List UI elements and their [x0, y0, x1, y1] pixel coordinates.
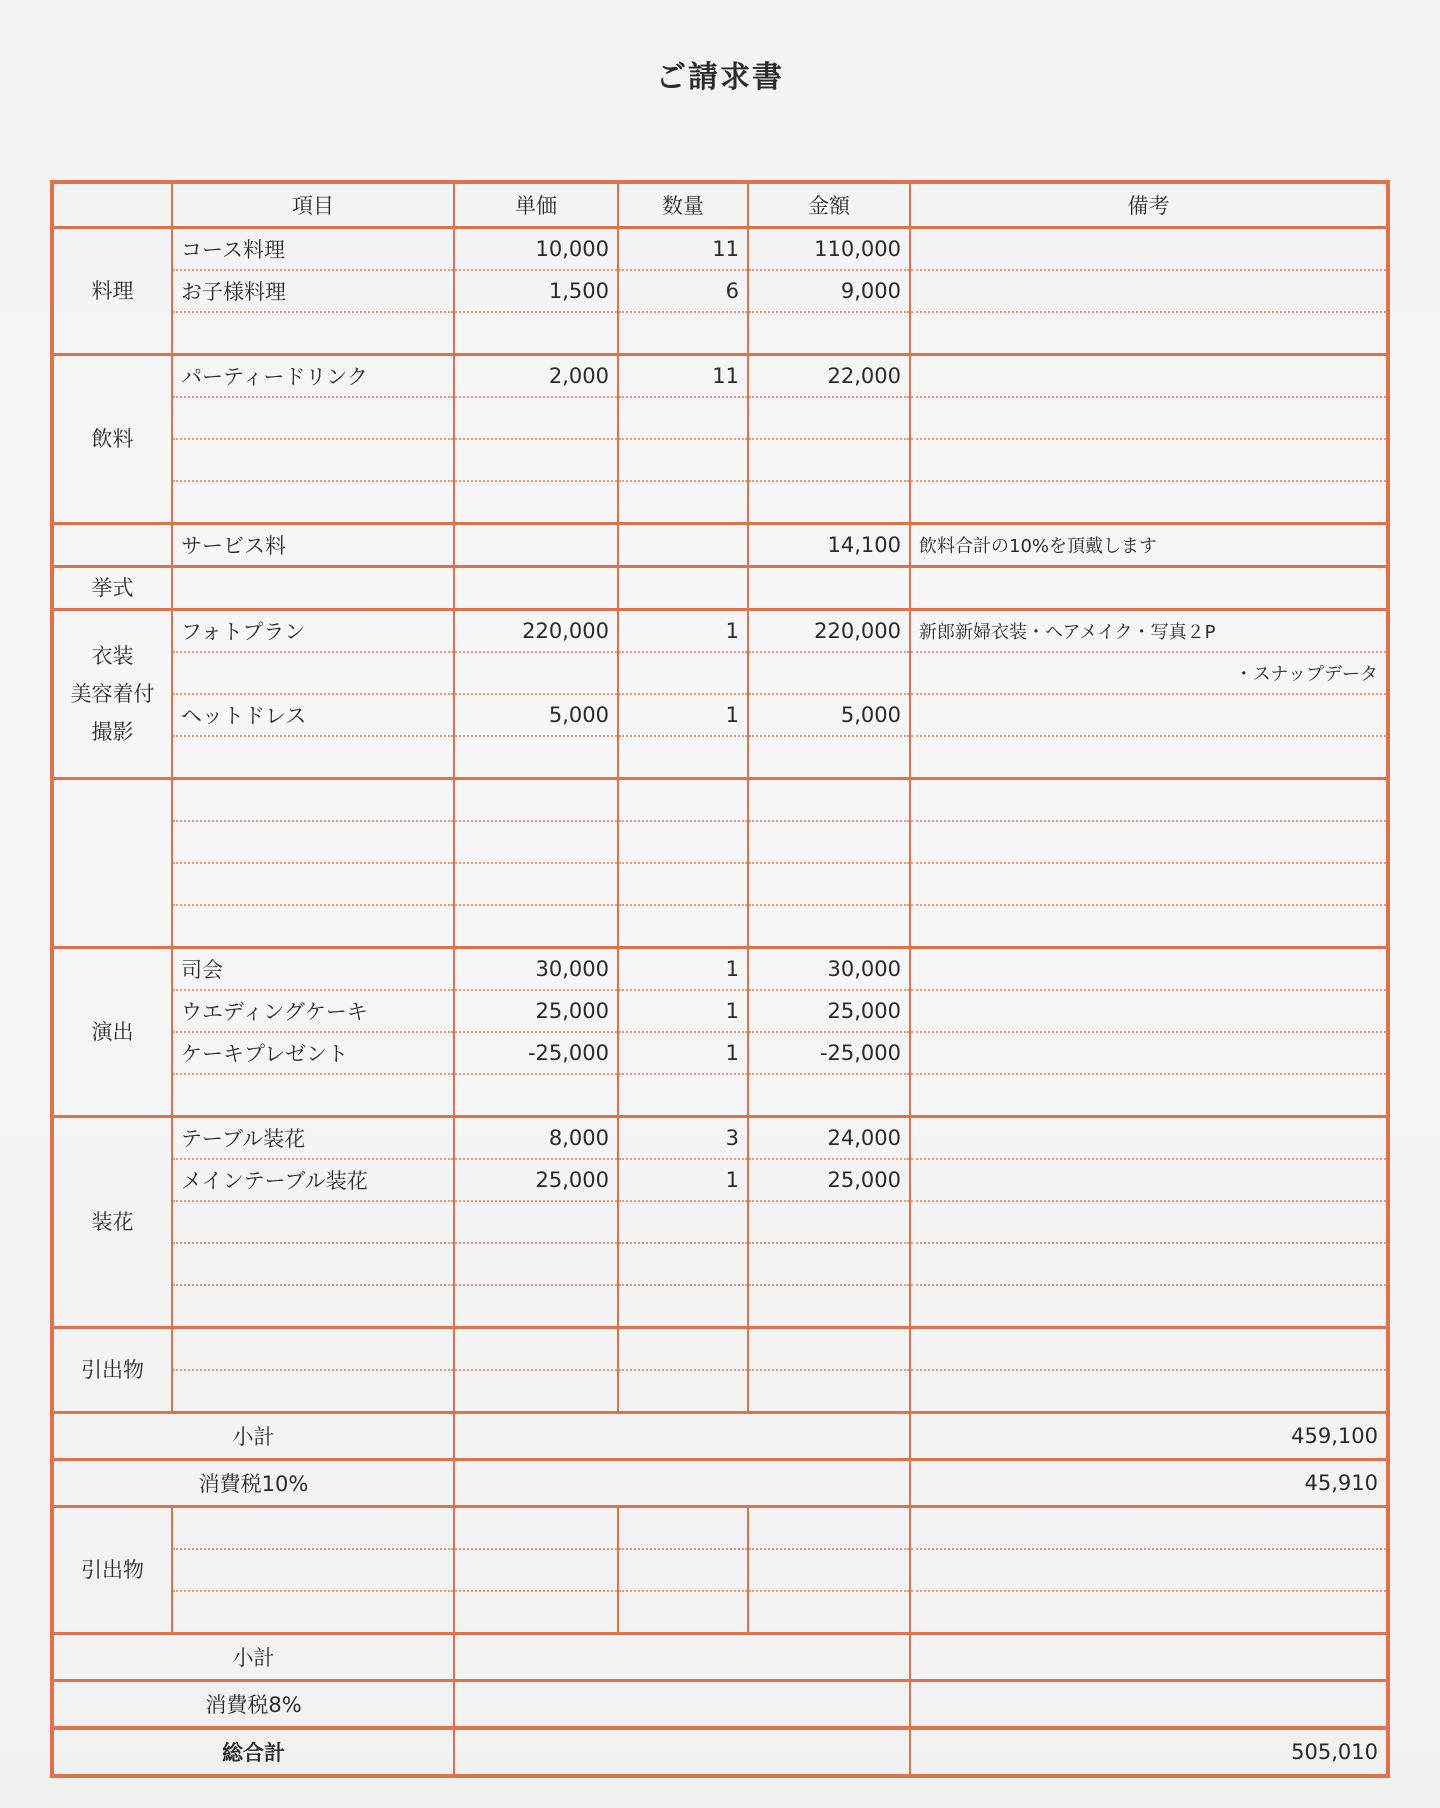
table-row-empty: [52, 397, 1388, 439]
table-row: [52, 1507, 1388, 1550]
category-empty: [52, 779, 172, 948]
table-row: [52, 355, 1388, 398]
unit-price-cell: -25,000: [454, 1032, 618, 1074]
quantity-cell: 1: [618, 948, 748, 991]
table-row-empty: [52, 905, 1388, 948]
table-row-empty: [52, 1370, 1388, 1413]
header-category: [52, 182, 172, 228]
category-empty: [52, 524, 172, 567]
unit-price-cell: 25,000: [454, 1159, 618, 1201]
header-amount: 金額: [748, 182, 910, 228]
quantity-cell: 1: [618, 990, 748, 1032]
amount-cell: 30,000: [748, 948, 910, 991]
table-row-service: [52, 524, 1388, 567]
table-row: [52, 1032, 1388, 1074]
category-costume-line1: 衣装: [91, 644, 134, 668]
table-row: [52, 694, 1388, 736]
amount-cell: 25,000: [748, 1159, 910, 1201]
table-row-empty: [52, 736, 1388, 779]
category-gifts: 引出物: [52, 1328, 172, 1413]
table-row: [52, 1159, 1388, 1201]
item-cell: ケーキプレゼント: [172, 1032, 454, 1074]
table-row-empty: [52, 1285, 1388, 1328]
grand-total-label: 総合計: [52, 1728, 454, 1776]
table-row: [52, 948, 1388, 991]
table-row: [52, 1328, 1388, 1371]
subtotal-label: 小計: [52, 1413, 454, 1460]
tax-amount-8: [910, 1681, 1388, 1729]
remarks-cell: [910, 1159, 1388, 1201]
table-row-empty: [52, 1549, 1388, 1591]
subtotal-row-8: [52, 1634, 1388, 1681]
subtotal-row: [52, 1413, 1388, 1460]
table-row: [52, 990, 1388, 1032]
grand-total-row: [52, 1728, 1388, 1776]
unit-price-cell: 8,000: [454, 1117, 618, 1160]
unit-price-cell: 1,500: [454, 270, 618, 312]
item-cell: お子様料理: [172, 270, 454, 312]
remarks-cell: [910, 694, 1388, 736]
category-flowers: 装花: [52, 1117, 172, 1328]
table-row-empty: [52, 1243, 1388, 1285]
table-row-empty: [52, 312, 1388, 355]
category-drinks: 飲料: [52, 355, 172, 524]
quantity-cell: 1: [618, 1032, 748, 1074]
subtotal-label-8: 小計: [52, 1634, 454, 1681]
tax-row: [52, 1460, 1388, 1507]
item-cell: コース料理: [172, 228, 454, 271]
quantity-cell: 11: [618, 228, 748, 271]
quantity-cell: 1: [618, 610, 748, 653]
table-row: [52, 270, 1388, 312]
table-row-empty: [52, 1201, 1388, 1243]
category-ceremony: 挙式: [52, 567, 172, 610]
remarks-cell: 飲料合計の10%を頂戴します: [910, 524, 1388, 567]
quantity-cell: 6: [618, 270, 748, 312]
item-cell: ウエディングケーキ: [172, 990, 454, 1032]
table-row-empty: [52, 439, 1388, 481]
tax-label: 消費税10%: [52, 1460, 454, 1507]
remarks-cell: [910, 1032, 1388, 1074]
remarks-cell: 新郎新婦衣装・ヘアメイク・写真２P: [910, 610, 1388, 653]
subtotal-amount: 459,100: [910, 1413, 1388, 1460]
header-quantity: 数量: [618, 182, 748, 228]
invoice-table: [50, 180, 1390, 1778]
remarks-cell: [910, 1117, 1388, 1160]
item-cell: テーブル装花: [172, 1117, 454, 1160]
amount-cell: 220,000: [748, 610, 910, 653]
remarks-cell: [910, 948, 1388, 991]
grand-total-amount: 505,010: [910, 1728, 1388, 1776]
quantity-cell: 11: [618, 355, 748, 398]
category-production: 演出: [52, 948, 172, 1117]
table-row-empty: [52, 821, 1388, 863]
item-cell: ヘットドレス: [172, 694, 454, 736]
category-gifts-2: 引出物: [52, 1507, 172, 1634]
unit-price-cell: 25,000: [454, 990, 618, 1032]
unit-price-cell: 2,000: [454, 355, 618, 398]
table-row-ceremony: [52, 567, 1388, 610]
amount-cell: 9,000: [748, 270, 910, 312]
remarks-cell: [910, 990, 1388, 1032]
amount-cell: -25,000: [748, 1032, 910, 1074]
invoice-sheet: [50, 180, 1390, 1778]
category-costume-line3: 撮影: [91, 720, 134, 744]
unit-price-cell: 5,000: [454, 694, 618, 736]
table-row-empty: [52, 779, 1388, 822]
header-remarks: 備考: [910, 182, 1388, 228]
item-cell: パーティードリンク: [172, 355, 454, 398]
unit-price-cell: 10,000: [454, 228, 618, 271]
table-row: [52, 1117, 1388, 1160]
category-costume-line2: 美容着付: [70, 682, 155, 706]
table-row: [52, 228, 1388, 271]
amount-cell: 22,000: [748, 355, 910, 398]
remarks-cell: [910, 355, 1388, 398]
tax-row-8: [52, 1681, 1388, 1729]
quantity-cell: 3: [618, 1117, 748, 1160]
subtotal-amount-8: [910, 1634, 1388, 1681]
header-unit-price: 単価: [454, 182, 618, 228]
quantity-cell: 1: [618, 694, 748, 736]
header-item: 項目: [172, 182, 454, 228]
category-cuisine: 料理: [52, 228, 172, 355]
invoice-title: ご請求書: [656, 60, 784, 95]
table-row-empty: [52, 863, 1388, 905]
amount-cell: 110,000: [748, 228, 910, 271]
tax-label-8: 消費税8%: [52, 1681, 454, 1729]
item-cell: メインテーブル装花: [172, 1159, 454, 1201]
remarks-cell: ・スナップデータ: [910, 652, 1388, 694]
table-row-empty: [52, 1591, 1388, 1634]
amount-cell: 5,000: [748, 694, 910, 736]
item-cell: 司会: [172, 948, 454, 991]
amount-cell: 25,000: [748, 990, 910, 1032]
header-row: [52, 182, 1388, 228]
item-cell: サービス料: [172, 524, 454, 567]
amount-cell: 24,000: [748, 1117, 910, 1160]
tax-amount: 45,910: [910, 1460, 1388, 1507]
remarks-cell: [910, 270, 1388, 312]
table-row: [52, 610, 1388, 653]
amount-cell: 14,100: [748, 524, 910, 567]
unit-price-cell: 30,000: [454, 948, 618, 991]
category-costume: [52, 610, 172, 779]
quantity-cell: 1: [618, 1159, 748, 1201]
table-row-empty: [52, 1074, 1388, 1117]
item-cell: フォトプラン: [172, 610, 454, 653]
table-row: [52, 652, 1388, 694]
unit-price-cell: 220,000: [454, 610, 618, 653]
table-row-empty: [52, 481, 1388, 524]
remarks-cell: [910, 228, 1388, 271]
